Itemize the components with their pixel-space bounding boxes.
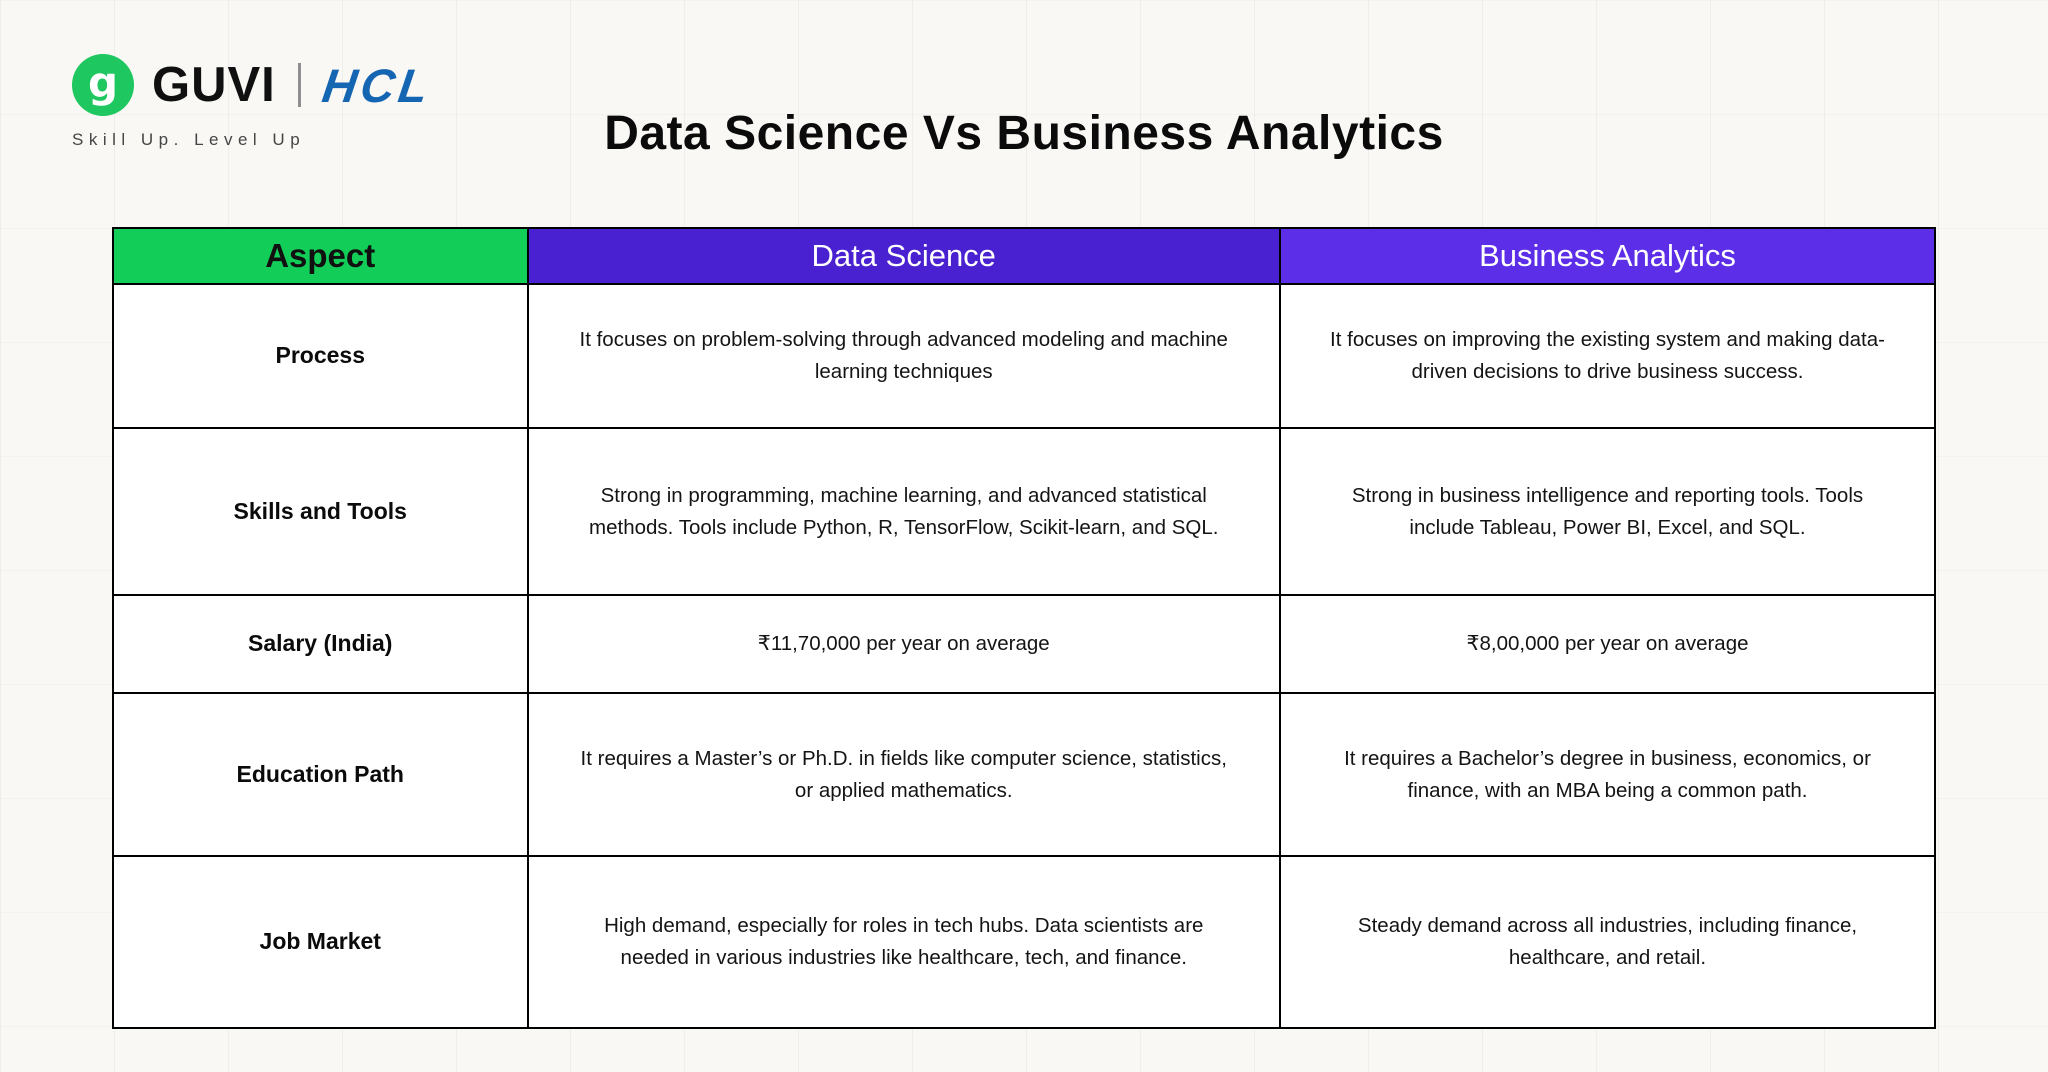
cell-education-path-data-science: It requires a Master’s or Ph.D. in fields like computer science, statistics, or applied mathematics. — [528, 693, 1280, 856]
hcl-wordmark: HCL — [319, 58, 436, 112]
comparison-table — [112, 227, 1936, 1029]
column-header-data-science: Data Science — [528, 228, 1280, 284]
cell-skills-and-tools-data-science: Strong in programming, machine learning, and advanced statistical methods. Tools include Python, R, TensorFlow, Scikit-learn, and SQL. — [528, 428, 1280, 595]
table-row-skills-and-tools — [113, 428, 1935, 595]
cell-education-path-aspect: Education Path — [113, 693, 528, 856]
column-header-business-analytics: Business Analytics — [1280, 228, 1935, 284]
table-body — [113, 284, 1935, 1028]
cell-job-market-data-science: High demand, especially for roles in tech hubs. Data scientists are needed in various industries like healthcare, tech, and finance. — [528, 856, 1280, 1028]
cell-skills-and-tools-business-analytics: Strong in business intelligence and reporting tools. Tools include Tableau, Power BI, Excel, and SQL. — [1280, 428, 1935, 595]
cell-process-aspect: Process — [113, 284, 528, 428]
cell-salary-india-aspect: Salary (India) — [113, 595, 528, 693]
cell-salary-india-business-analytics: ₹8,00,000 per year on average — [1280, 595, 1935, 693]
page-title: Data Science Vs Business Analytics — [604, 107, 1444, 160]
cell-process-data-science: It focuses on problem-solving through advanced modeling and machine learning techniques — [528, 284, 1280, 428]
cell-job-market-aspect: Job Market — [113, 856, 528, 1028]
brand-tagline: Skill Up. Level Up — [72, 130, 306, 149]
cell-job-market-business-analytics: Steady demand across all industries, including finance, healthcare, and retail. — [1280, 856, 1935, 1028]
cell-education-path-business-analytics: It requires a Bachelor’s degree in business, economics, or finance, with an MBA being a common path. — [1280, 693, 1935, 856]
table-row-salary-india — [113, 595, 1935, 693]
table-row-process — [113, 284, 1935, 428]
cell-skills-and-tools-aspect: Skills and Tools — [113, 428, 528, 595]
column-header-aspect: Aspect — [113, 228, 528, 284]
guvi-wordmark: GUVI — [152, 57, 276, 112]
table-row-education-path — [113, 693, 1935, 856]
guvi-logo-icon: g — [72, 54, 134, 116]
logo-divider — [298, 63, 301, 107]
table-header-row — [113, 228, 1935, 284]
cell-salary-india-data-science: ₹11,70,000 per year on average — [528, 595, 1280, 693]
cell-process-business-analytics: It focuses on improving the existing system and making data-driven decisions to drive business success. — [1280, 284, 1935, 428]
table-row-job-market — [113, 856, 1935, 1028]
